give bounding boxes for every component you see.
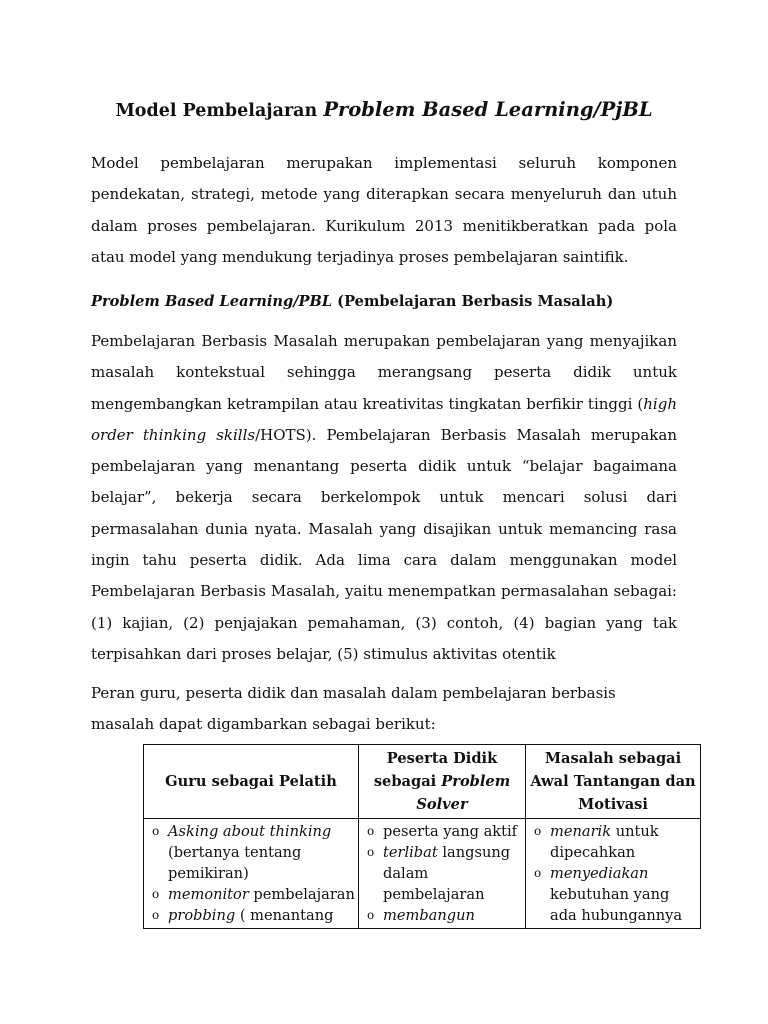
list-item <box>532 863 698 926</box>
item-text: peserta yang aktif <box>383 823 518 840</box>
pbl-paragraph-part2: /HOTS). Pembelajaran Berbasis Masalah merupakan pembelajaran yang menantang peserta didik untuk “belajar bagaimana belajar”, bekerja secara berkelompok untuk mencari solusi dari permasalahan dunia nyata. Masalah yang disajikan untuk memancing rasa ingin tahu peserta didik. Ada lima cara dalam menggunakan model Pembelajaran Berbasis Masalah, yaitu menempatkan permasalahan sebagai: (1) kajian, (2) penjajakan pemahaman, (3) contoh, (4) bagian yang tak terpisahkan dari proses belajar, (5) stimulus aktivitas otentik <box>91 425 677 663</box>
header-student-italic: Problem Solver <box>416 773 511 813</box>
problem-cell <box>526 819 701 929</box>
teacher-list <box>150 821 356 926</box>
bullet-icon: o <box>534 866 542 880</box>
student-list <box>365 821 523 926</box>
title-suffix: PjBL <box>600 98 653 121</box>
list-item <box>365 842 523 905</box>
list-item <box>150 821 356 884</box>
section-heading-plain: (Pembelajaran Berbasis Masalah) <box>332 293 614 310</box>
document-title <box>0 96 768 125</box>
bullet-icon: o <box>367 908 375 922</box>
title-plain: Model Pembelajaran <box>115 101 324 121</box>
item-text: untuk dipecahkan <box>550 823 659 861</box>
bullet-icon: o <box>152 908 160 922</box>
header-student <box>359 745 526 819</box>
item-italic: menyediakan <box>550 865 649 882</box>
title-slash: / <box>593 98 601 121</box>
section-heading-italic: Problem Based Learning/PBL <box>91 293 333 310</box>
bullet-icon: o <box>152 887 160 901</box>
table-header-row <box>144 745 701 819</box>
list-item <box>150 884 356 905</box>
bullet-icon: o <box>534 824 542 838</box>
item-italic: terlibat <box>383 844 438 861</box>
pbl-paragraph-italic: high order thinking skills <box>91 394 677 444</box>
bullet-icon: o <box>152 824 160 838</box>
pbl-paragraph-part1: Pembelajaran Berbasis Masalah merupakan pembelajaran yang menyajikan masalah kontekstual sehingga merangsang peserta didik untuk mengembangkan ketrampilan atau kreativitas tingkatan berfikir tinggi ( <box>91 332 677 413</box>
item-text: (bertanya tentang pemikiran) <box>168 844 302 882</box>
list-item <box>365 821 523 842</box>
item-italic: probbing <box>168 907 236 924</box>
item-text: langsung dalam pembelajaran <box>383 844 511 903</box>
item-italic: Asking about thinking <box>168 823 332 840</box>
header-problem: Masalah sebagai Awal Tantangan dan Motivasi <box>526 745 701 819</box>
title-italic: Problem Based Learning <box>323 98 594 121</box>
item-text: ( menantang <box>235 907 334 924</box>
intro-paragraph: Model pembelajaran merupakan implementasi seluruh komponen pendekatan, strategi, metode yang diterapkan secara menyeluruh dan utuh dalam proses pembelajaran. Kurikulum 2013 menitikberatkan pada pola atau model yang mendukung terjadinya proses pembelajaran saintifik. <box>91 154 677 266</box>
student-cell <box>359 819 526 929</box>
item-text: kebutuhan yang ada hubungannya <box>550 886 683 924</box>
item-italic: membangun <box>383 907 475 924</box>
roles-intro-paragraph: Peran guru, peserta didik dan masalah dalam pembelajaran berbasis masalah dapat digambarkan sebagai berikut: <box>91 684 616 733</box>
list-item <box>365 905 523 926</box>
item-text: pembelajaran <box>248 886 355 903</box>
pbl-paragraph <box>91 326 677 670</box>
list-item <box>532 821 698 863</box>
item-italic: menarik <box>550 823 612 840</box>
teacher-cell <box>144 819 359 929</box>
bullet-icon: o <box>367 824 375 838</box>
list-item <box>150 905 356 926</box>
table-row <box>144 819 701 929</box>
header-teacher: Guru sebagai Pelatih <box>144 745 359 819</box>
bullet-icon: o <box>367 845 375 859</box>
roles-table <box>143 744 701 929</box>
section-heading <box>91 288 677 316</box>
header-student-plain: Peserta Didik sebagai <box>373 750 498 790</box>
problem-list <box>532 821 698 926</box>
item-italic: memonitor <box>168 886 249 903</box>
